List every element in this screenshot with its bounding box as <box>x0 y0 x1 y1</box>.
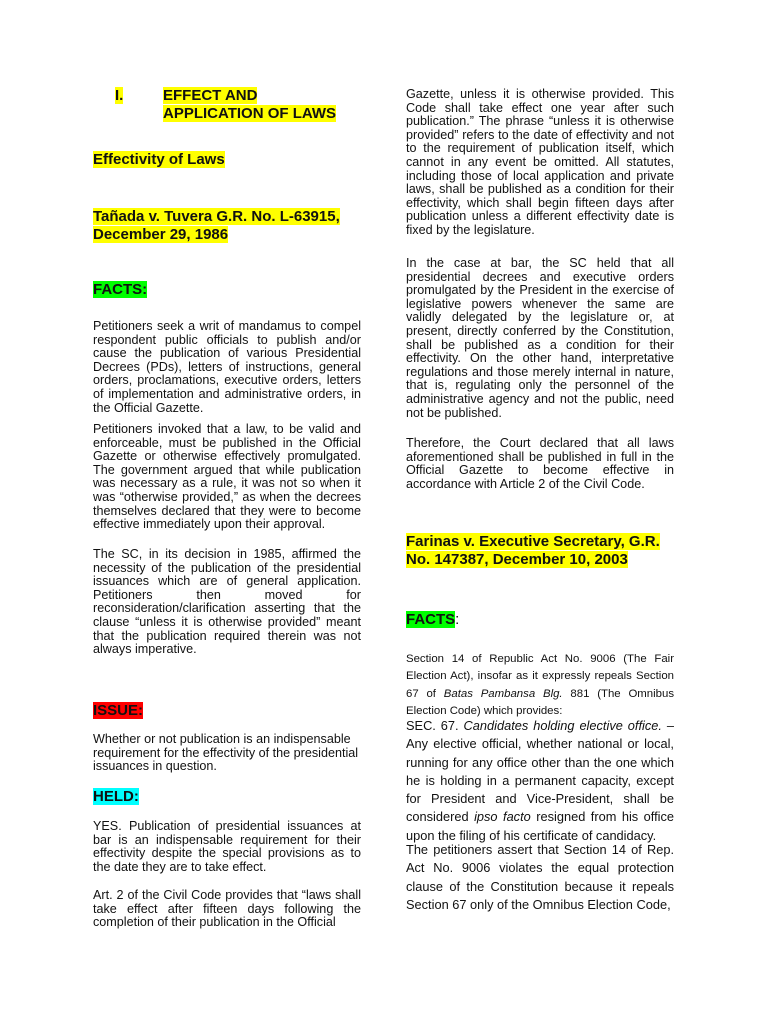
subheading: Effectivity of Laws <box>93 151 225 168</box>
issue-label: ISSUE: <box>93 702 144 719</box>
section-number: I. <box>115 87 124 104</box>
held-label: HELD: <box>93 788 139 805</box>
section-title <box>163 87 363 123</box>
facts-paragraph-3: The SC, in its decision in 1985, affirmed the necessity of the publication of the presidential issuances which are of general application. Petitioners then moved for reconsideration/clarification asserting that the clause “unless it is otherwise provided” meant that the publication required therein was not always imperative. <box>93 547 361 657</box>
held-paragraph-3: In the case at bar, the SC held that all presidential decrees and executive orders promulgated by the President in the exercise of legislative powers whenever the same are validly delegated by the legislature or, at present, directly conferred by the Constitution, shall be published as a condition for their effectivity. On the other hand, interpretative regulations and those merely internal in nature, that is, regulating only the personnel of the administrative agency and not the public, need not be published. <box>406 256 674 420</box>
facts-paragraph-2: Petitioners invoked that a law, to be valid and enforceable, must be published in the Official Gazette or otherwise effectively promulgated. The government argued that while publication was necessary as a rule, it was not so when it was “otherwise provided,” as when the decrees themselves declared that they were to become effective immediately upon their approval. <box>93 422 361 532</box>
held-paragraph-4: Therefore, the Court declared that all laws aforementioned shall be published in full in the Official Gazette to become effective in accordance with Article 2 of the Civil Code. <box>406 436 674 491</box>
section-title-line2: APPLICATION OF LAWS <box>163 105 337 122</box>
held-paragraph-2: Art. 2 of the Civil Code provides that “laws shall take effect after fifteen days following the completion of their publication in the Official <box>93 888 361 930</box>
case1-title: Tañada v. Tuvera G.R. No. L-63915, December 29, 1986 <box>93 208 340 243</box>
held-paragraph-continued: Gazette, unless it is otherwise provided. This Code shall take effect one year after such publication.” The phrase “unless it is otherwise provided” refers to the date of effectivity and not to the requirement of publication itself, which cannot in any event be omitted. All statutes, including those of local application and private laws, shall be published as a condition for their effectivity, which shall begin fifteen days after publication unless a different effectivity date is fixed by the legislature. <box>406 87 674 237</box>
facts2-paragraph-2: The petitioners assert that Section 14 of Rep. Act No. 9006 violates the equal protection clause of the Constitution because it repeals Section 67 only of the Omnibus Election Code, <box>406 842 674 912</box>
right-column <box>406 0 674 1024</box>
facts-paragraph-1: Petitioners seek a writ of mandamus to compel respondent public officials to publish and/or cause the publication of various Presidential Decrees (PDs), letters of instructions, general orders, proclamations, executive orders, letters of implementation and administrative orders, in the Official Gazette. <box>93 319 361 415</box>
issue-text: Whether or not publication is an indispensable requirement for the effectivity of the presidential issuances in question. <box>93 732 359 774</box>
facts-label: FACTS: <box>93 281 148 298</box>
case2-title: Farinas v. Executive Secretary, G.R. No. 147387, December 10, 2003 <box>406 533 660 568</box>
facts2-paragraph-1: Section 14 of Republic Act No. 9006 (The Fair Election Act), insofar as it expressly repeals Section 67 of Batas Pambansa Blg. 881 (The Omnibus Election Code) which provides: <box>406 653 675 717</box>
section-title-line1: EFFECT AND <box>163 87 258 104</box>
left-column <box>93 0 361 1024</box>
held-paragraph-1: YES. Publication of presidential issuances at bar is an indispensable requirement for their effectivity despite the special provisions as to the date they are to take effect. <box>93 819 361 874</box>
facts-label-2: FACTS: <box>406 611 460 628</box>
sec67-quote: SEC. 67. Candidates holding elective office. – Any elective official, whether national or local, running for any office other than the one which he is holding in a permanent capacity, except for President and Vice-President, shall be considered ipso facto resigned from his office upon the filing of his certificate of candidacy. <box>406 718 674 843</box>
